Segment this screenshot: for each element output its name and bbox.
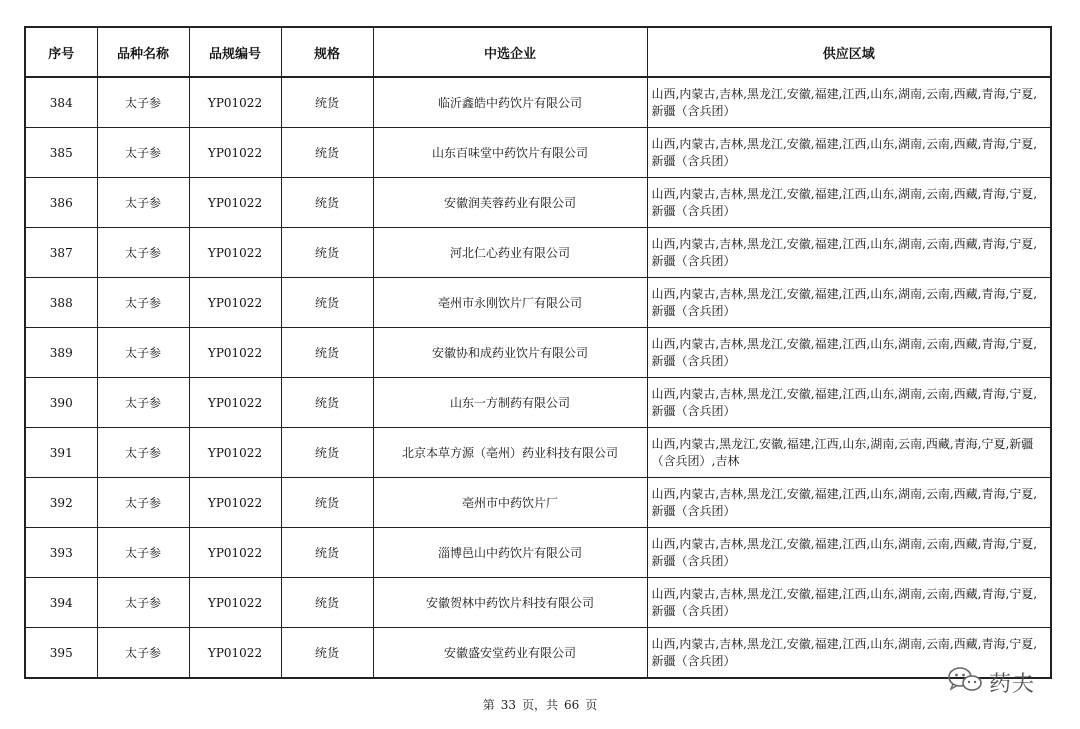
cell-region: 山西,内蒙古,吉林,黑龙江,安徽,福建,江西,山东,湖南,云南,西藏,青海,宁夏,新疆（含兵团）: [647, 128, 1051, 178]
table-row: [25, 578, 1051, 628]
table-row: [25, 428, 1051, 478]
table-row: [25, 378, 1051, 428]
cell-company: 河北仁心药业有限公司: [373, 228, 647, 278]
cell-region: 山西,内蒙古,黑龙江,安徽,福建,江西,山东,湖南,云南,西藏,青海,宁夏,新疆（含兵团）,吉林: [647, 428, 1051, 478]
cell-seq: 395: [25, 628, 97, 679]
cell-code: YP01022: [189, 378, 281, 428]
table-row: [25, 328, 1051, 378]
cell-variety: 太子参: [97, 328, 189, 378]
cell-seq: 391: [25, 428, 97, 478]
cell-code: YP01022: [189, 228, 281, 278]
footer-page-number: 33: [500, 698, 516, 712]
table-row: [25, 77, 1051, 128]
cell-spec: 统货: [281, 428, 373, 478]
cell-code: YP01022: [189, 77, 281, 128]
table-header-row: [25, 27, 1051, 77]
cell-seq: 394: [25, 578, 97, 628]
cell-variety: 太子参: [97, 478, 189, 528]
cell-code: YP01022: [189, 178, 281, 228]
cell-company: 亳州市永刚饮片厂有限公司: [373, 278, 647, 328]
cell-code: YP01022: [189, 478, 281, 528]
watermark: [947, 665, 1035, 699]
cell-spec: 统货: [281, 328, 373, 378]
cell-spec: 统货: [281, 478, 373, 528]
cell-seq: 393: [25, 528, 97, 578]
cell-region: 山西,内蒙古,吉林,黑龙江,安徽,福建,江西,山东,湖南,云南,西藏,青海,宁夏,新疆（含兵团）: [647, 178, 1051, 228]
header-variety: 品种名称: [97, 27, 189, 77]
footer-total-pages: 66: [564, 698, 580, 712]
cell-spec: 统货: [281, 278, 373, 328]
cell-company: 安徽润芙蓉药业有限公司: [373, 178, 647, 228]
cell-region: 山西,内蒙古,吉林,黑龙江,安徽,福建,江西,山东,湖南,云南,西藏,青海,宁夏,新疆（含兵团）: [647, 378, 1051, 428]
cell-variety: 太子参: [97, 428, 189, 478]
table-row: [25, 528, 1051, 578]
watermark-text: 药夫: [989, 671, 1036, 697]
cell-spec: 统货: [281, 378, 373, 428]
header-code: 品规编号: [189, 27, 281, 77]
cell-variety: 太子参: [97, 278, 189, 328]
cell-spec: 统货: [281, 228, 373, 278]
cell-company: 安徽贺林中药饮片科技有限公司: [373, 578, 647, 628]
cell-company: 安徽盛安堂药业有限公司: [373, 628, 647, 679]
footer-suffix: 页: [585, 698, 598, 712]
cell-seq: 390: [25, 378, 97, 428]
cell-seq: 387: [25, 228, 97, 278]
table-row: [25, 228, 1051, 278]
cell-code: YP01022: [189, 528, 281, 578]
cell-spec: 统货: [281, 628, 373, 679]
cell-spec: 统货: [281, 77, 373, 128]
cell-company: 山东一方制药有限公司: [373, 378, 647, 428]
cell-variety: 太子参: [97, 528, 189, 578]
cell-variety: 太子参: [97, 578, 189, 628]
cell-region: 山西,内蒙古,吉林,黑龙江,安徽,福建,江西,山东,湖南,云南,西藏,青海,宁夏,新疆（含兵团）: [647, 478, 1051, 528]
footer-middle: 页，共: [521, 698, 558, 712]
header-company: 中选企业: [373, 27, 647, 77]
cell-spec: 统货: [281, 578, 373, 628]
table-row: [25, 128, 1051, 178]
cell-seq: 389: [25, 328, 97, 378]
cell-spec: 统货: [281, 528, 373, 578]
page-footer: [0, 696, 1080, 713]
cell-region: 山西,内蒙古,吉林,黑龙江,安徽,福建,江西,山东,湖南,云南,西藏,青海,宁夏,新疆（含兵团）: [647, 328, 1051, 378]
cell-variety: 太子参: [97, 628, 189, 679]
cell-company: 山东百味堂中药饮片有限公司: [373, 128, 647, 178]
cell-region: 山西,内蒙古,吉林,黑龙江,安徽,福建,江西,山东,湖南,云南,西藏,青海,宁夏,新疆（含兵团）: [647, 77, 1051, 128]
cell-region: 山西,内蒙古,吉林,黑龙江,安徽,福建,江西,山东,湖南,云南,西藏,青海,宁夏,新疆（含兵团）: [647, 578, 1051, 628]
table-row: [25, 178, 1051, 228]
table-body: [25, 77, 1051, 678]
table-row: [25, 628, 1051, 679]
cell-region: 山西,内蒙古,吉林,黑龙江,安徽,福建,江西,山东,湖南,云南,西藏,青海,宁夏,新疆（含兵团）: [647, 228, 1051, 278]
cell-variety: 太子参: [97, 378, 189, 428]
cell-code: YP01022: [189, 628, 281, 679]
cell-company: 北京本草方源（亳州）药业科技有限公司: [373, 428, 647, 478]
cell-seq: 385: [25, 128, 97, 178]
footer-prefix: 第: [482, 698, 495, 712]
cell-region: 山西,内蒙古,吉林,黑龙江,安徽,福建,江西,山东,湖南,云南,西藏,青海,宁夏,新疆（含兵团）: [647, 278, 1051, 328]
cell-company: 亳州市中药饮片厂: [373, 478, 647, 528]
cell-seq: 384: [25, 77, 97, 128]
cell-spec: 统货: [281, 178, 373, 228]
cell-code: YP01022: [189, 128, 281, 178]
cell-variety: 太子参: [97, 128, 189, 178]
header-seq: 序号: [25, 27, 97, 77]
cell-code: YP01022: [189, 328, 281, 378]
cell-company: 淄博邑山中药饮片有限公司: [373, 528, 647, 578]
table-row: [25, 478, 1051, 528]
cell-company: 临沂鑫皓中药饮片有限公司: [373, 77, 647, 128]
cell-seq: 386: [25, 178, 97, 228]
cell-spec: 统货: [281, 128, 373, 178]
cell-variety: 太子参: [97, 228, 189, 278]
header-region: 供应区域: [647, 27, 1051, 77]
wechat-icon: [947, 665, 983, 699]
procurement-table: [24, 26, 1052, 679]
cell-code: YP01022: [189, 578, 281, 628]
table-row: [25, 278, 1051, 328]
cell-code: YP01022: [189, 278, 281, 328]
header-spec: 规格: [281, 27, 373, 77]
cell-seq: 392: [25, 478, 97, 528]
cell-region: 山西,内蒙古,吉林,黑龙江,安徽,福建,江西,山东,湖南,云南,西藏,青海,宁夏,新疆（含兵团）: [647, 628, 1051, 679]
cell-seq: 388: [25, 278, 97, 328]
cell-code: YP01022: [189, 428, 281, 478]
cell-company: 安徽协和成药业饮片有限公司: [373, 328, 647, 378]
cell-region: 山西,内蒙古,吉林,黑龙江,安徽,福建,江西,山东,湖南,云南,西藏,青海,宁夏,新疆（含兵团）: [647, 528, 1051, 578]
cell-variety: 太子参: [97, 178, 189, 228]
cell-variety: 太子参: [97, 77, 189, 128]
